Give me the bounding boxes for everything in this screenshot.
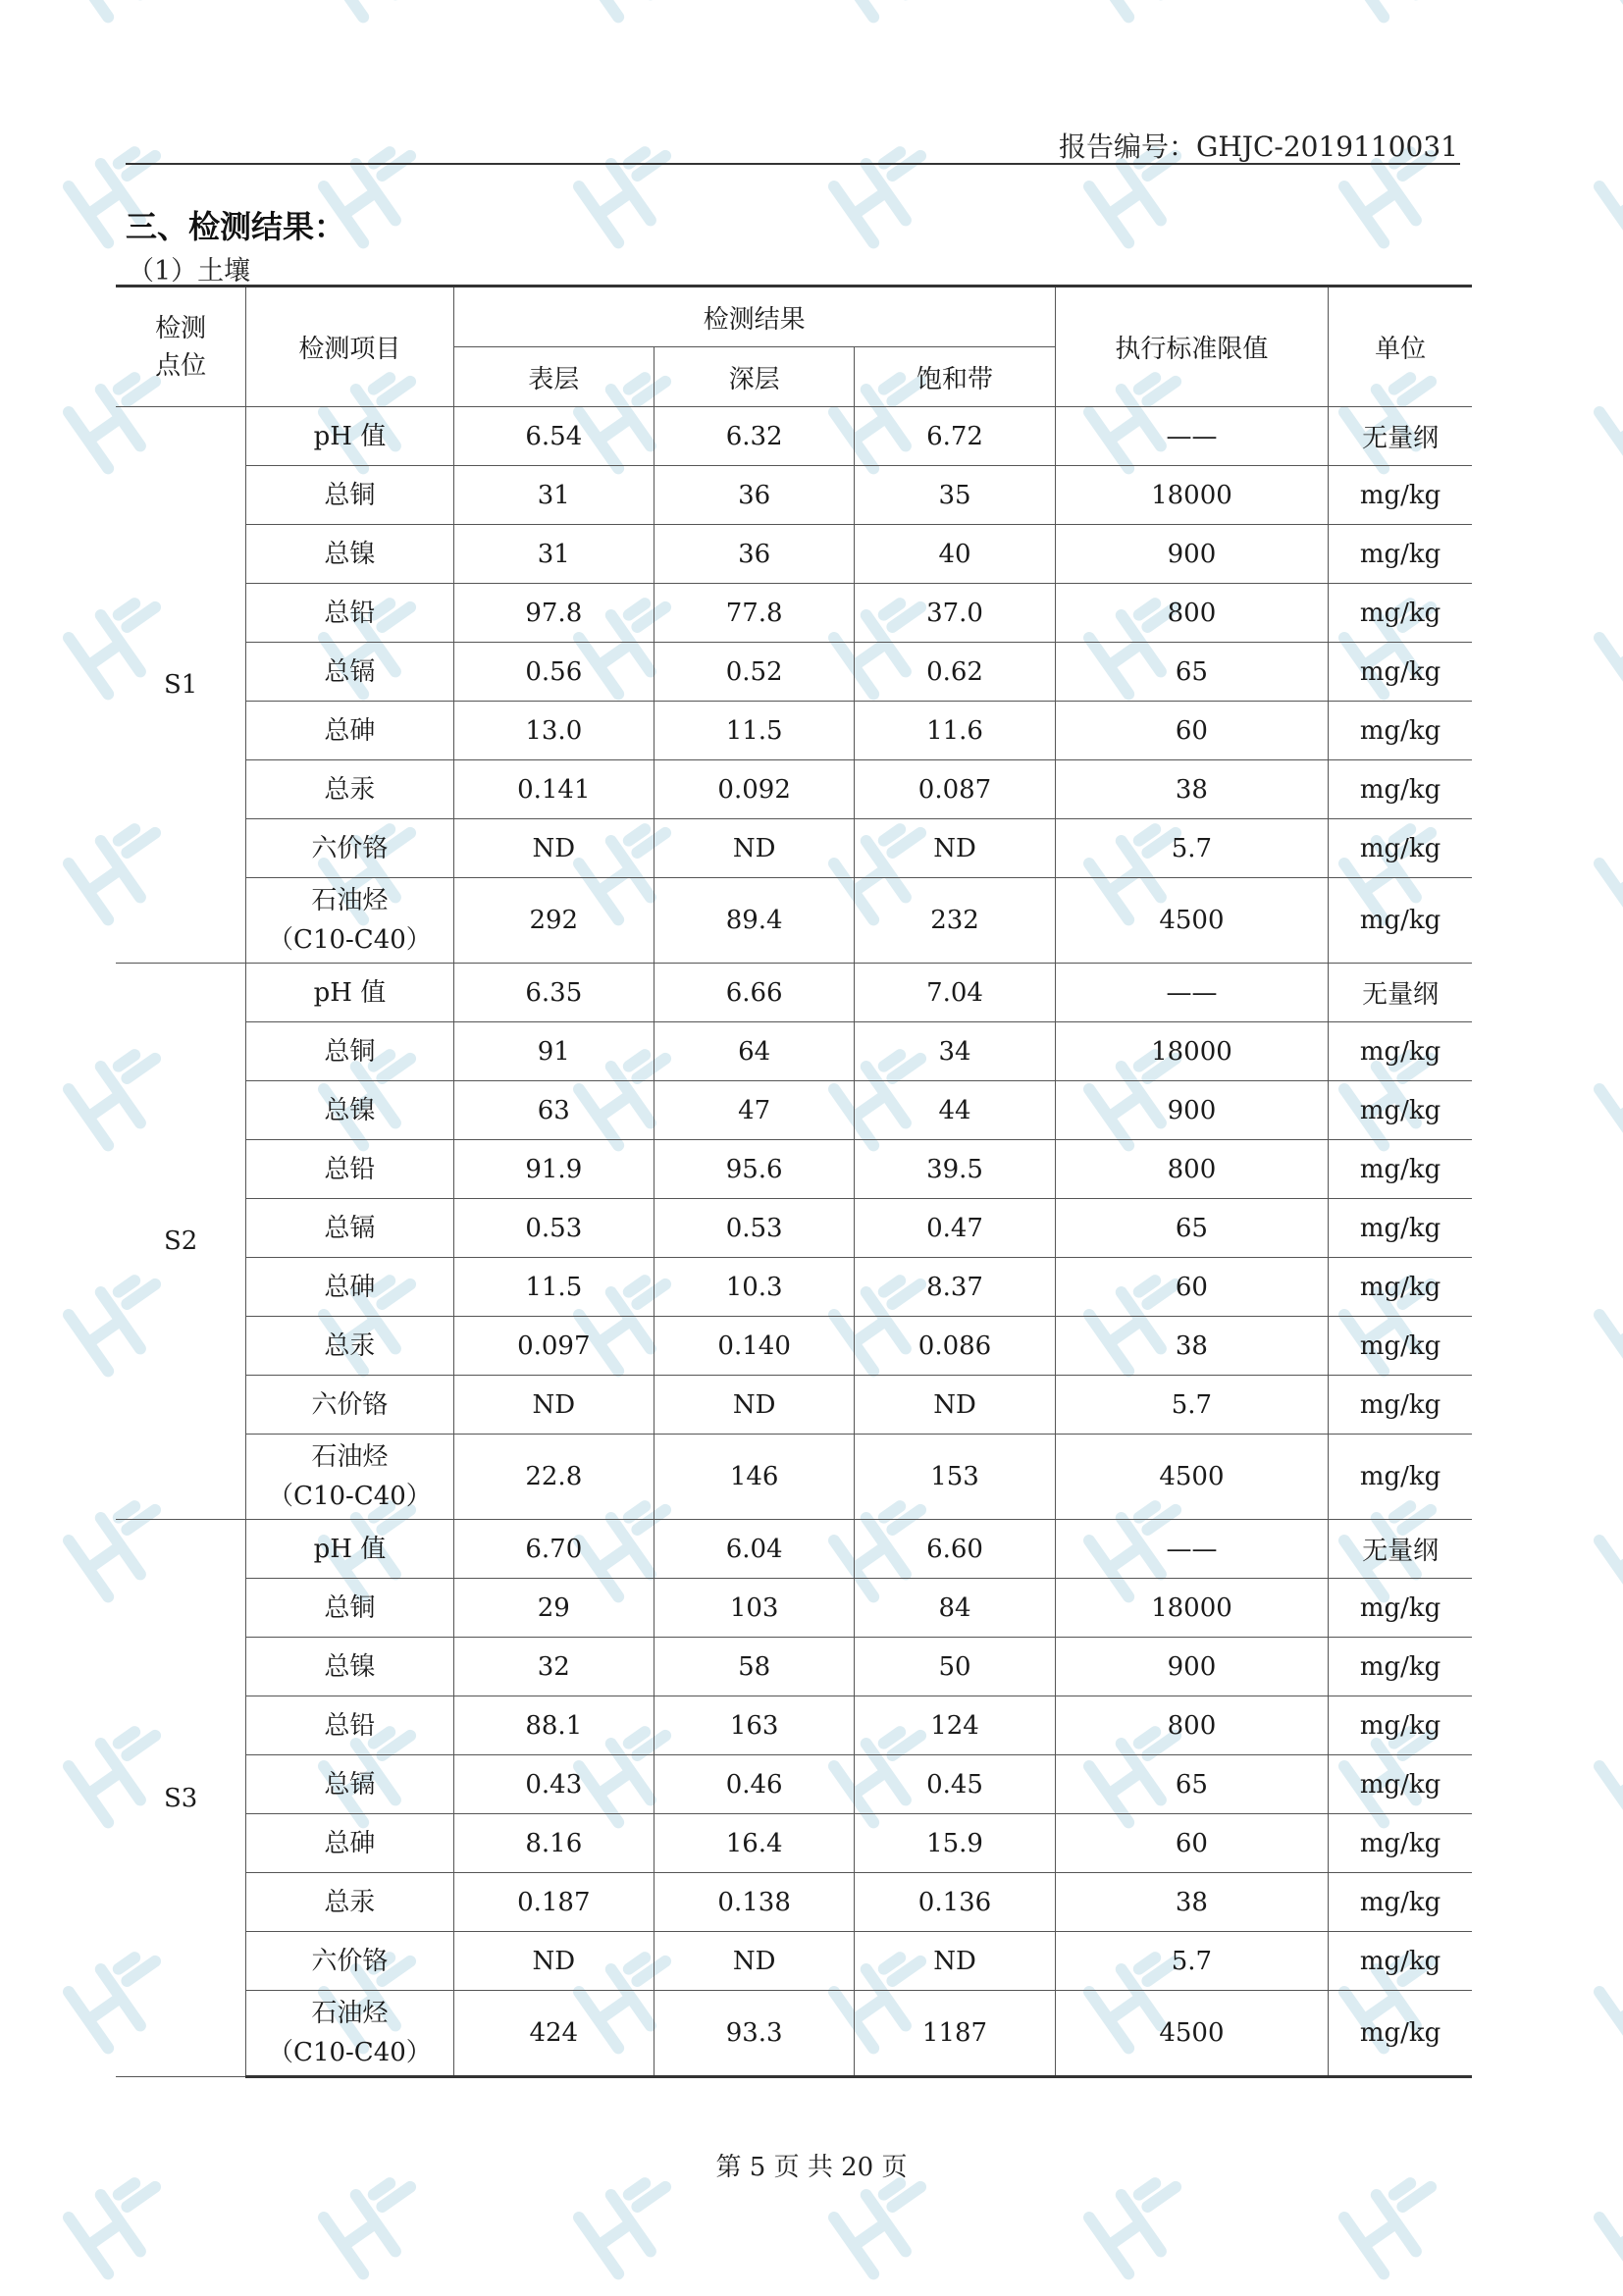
- item-cell: 总砷: [246, 702, 453, 760]
- item-cell: 总镍: [246, 1081, 453, 1140]
- deep-cell: ND: [654, 1376, 854, 1435]
- saturated-cell: 0.47: [855, 1199, 1055, 1258]
- item-cell: pH 值: [246, 964, 453, 1022]
- item-cell: 总铜: [246, 466, 453, 525]
- limit-cell: 18000: [1055, 1579, 1329, 1638]
- surface-cell: 292: [453, 878, 654, 964]
- unit-cell: mg/kg: [1329, 760, 1472, 819]
- watermark-logo: [834, 135, 946, 242]
- watermark-logo: [1344, 0, 1456, 17]
- unit-cell: mg/kg: [1329, 819, 1472, 878]
- item-cell: 总镍: [246, 525, 453, 584]
- saturated-cell: ND: [855, 1376, 1055, 1435]
- table-row: [116, 819, 1472, 878]
- watermark-logo: [1599, 1489, 1623, 1596]
- deep-cell: 36: [654, 525, 854, 584]
- deep-cell: 146: [654, 1435, 854, 1520]
- section-subtitle: （1）土壤: [128, 256, 251, 287]
- deep-cell: 58: [654, 1638, 854, 1696]
- page-footer: 第 5 页 共 20 页: [715, 2153, 908, 2182]
- limit-cell: 900: [1055, 1638, 1329, 1696]
- unit-cell: mg/kg: [1329, 1755, 1472, 1814]
- limit-cell: 65: [1055, 1199, 1329, 1258]
- unit-cell: mg/kg: [1329, 466, 1472, 525]
- deep-cell: 47: [654, 1081, 854, 1140]
- saturated-cell: 34: [855, 1022, 1055, 1081]
- limit-cell: 800: [1055, 584, 1329, 643]
- unit-cell: mg/kg: [1329, 1140, 1472, 1199]
- table-row: [116, 1317, 1472, 1376]
- item-cell: pH 值: [246, 1520, 453, 1579]
- item-cell: 六价铬: [246, 1932, 453, 1991]
- deep-cell: 64: [654, 1022, 854, 1081]
- item-cell: 总汞: [246, 1873, 453, 1932]
- deep-cell: 6.04: [654, 1520, 854, 1579]
- saturated-cell: 6.72: [855, 407, 1055, 466]
- surface-cell: 0.141: [453, 760, 654, 819]
- limit-cell: 38: [1055, 760, 1329, 819]
- surface-cell: 0.43: [453, 1755, 654, 1814]
- surface-cell: 11.5: [453, 1258, 654, 1317]
- header-item: 检测项目: [246, 287, 453, 407]
- limit-cell: 60: [1055, 1258, 1329, 1317]
- unit-cell: 无量纲: [1329, 1520, 1472, 1579]
- deep-cell: 163: [654, 1696, 854, 1755]
- watermark-logo: [834, 0, 946, 17]
- watermark-logo: [579, 0, 691, 17]
- surface-cell: 13.0: [453, 702, 654, 760]
- header-deep: 深层: [654, 347, 854, 407]
- watermark-logo: [324, 0, 436, 17]
- deep-cell: 103: [654, 1579, 854, 1638]
- unit-cell: mg/kg: [1329, 878, 1472, 964]
- item-cell: 总镍: [246, 1638, 453, 1696]
- limit-cell: ——: [1055, 1520, 1329, 1579]
- table-row: [116, 964, 1472, 1022]
- saturated-cell: 0.136: [855, 1873, 1055, 1932]
- item-cell: 石油烃 （C10-C40）: [246, 878, 453, 964]
- surface-cell: 8.16: [453, 1814, 654, 1873]
- limit-cell: 900: [1055, 525, 1329, 584]
- saturated-cell: 44: [855, 1081, 1055, 1140]
- surface-cell: 91.9: [453, 1140, 654, 1199]
- header-limit: 执行标准限值: [1055, 287, 1329, 407]
- deep-cell: 11.5: [654, 702, 854, 760]
- surface-cell: 91: [453, 1022, 654, 1081]
- deep-cell: ND: [654, 819, 854, 878]
- limit-cell: 5.7: [1055, 1932, 1329, 1991]
- limit-cell: 38: [1055, 1317, 1329, 1376]
- surface-cell: 6.35: [453, 964, 654, 1022]
- limit-cell: 900: [1055, 1081, 1329, 1140]
- watermark-logo: [1089, 0, 1201, 17]
- surface-cell: 88.1: [453, 1696, 654, 1755]
- limit-cell: 65: [1055, 643, 1329, 702]
- deep-cell: 77.8: [654, 584, 854, 643]
- item-cell: 总砷: [246, 1814, 453, 1873]
- limit-cell: 4500: [1055, 1435, 1329, 1520]
- surface-cell: 31: [453, 525, 654, 584]
- watermark-logo: [1599, 587, 1623, 694]
- deep-cell: 10.3: [654, 1258, 854, 1317]
- table-row: [116, 1579, 1472, 1638]
- saturated-cell: 15.9: [855, 1814, 1055, 1873]
- table-row: [116, 584, 1472, 643]
- limit-cell: 60: [1055, 702, 1329, 760]
- item-cell: 总汞: [246, 1317, 453, 1376]
- saturated-cell: 39.5: [855, 1140, 1055, 1199]
- saturated-cell: 153: [855, 1435, 1055, 1520]
- item-cell: pH 值: [246, 407, 453, 466]
- saturated-cell: 40: [855, 525, 1055, 584]
- surface-cell: 0.53: [453, 1199, 654, 1258]
- limit-cell: 38: [1055, 1873, 1329, 1932]
- table-row: [116, 1932, 1472, 1991]
- item-cell: 总铅: [246, 584, 453, 643]
- limit-cell: 18000: [1055, 1022, 1329, 1081]
- surface-cell: 0.097: [453, 1317, 654, 1376]
- unit-cell: mg/kg: [1329, 1317, 1472, 1376]
- item-cell: 石油烃 （C10-C40）: [246, 1435, 453, 1520]
- item-cell: 石油烃 （C10-C40）: [246, 1991, 453, 2077]
- header-unit: 单位: [1329, 287, 1472, 407]
- surface-cell: ND: [453, 1932, 654, 1991]
- deep-cell: 89.4: [654, 878, 854, 964]
- saturated-cell: 0.086: [855, 1317, 1055, 1376]
- saturated-cell: 6.60: [855, 1520, 1055, 1579]
- unit-cell: mg/kg: [1329, 1991, 1472, 2077]
- deep-cell: 16.4: [654, 1814, 854, 1873]
- unit-cell: mg/kg: [1329, 1873, 1472, 1932]
- header-site: 检测 点位: [116, 287, 246, 407]
- table-row: [116, 1638, 1472, 1696]
- site-cell: S2: [116, 964, 246, 1520]
- table-body: [116, 407, 1472, 2077]
- unit-cell: 无量纲: [1329, 964, 1472, 1022]
- limit-cell: 800: [1055, 1140, 1329, 1199]
- saturated-cell: 0.62: [855, 643, 1055, 702]
- section-title: 三、检测结果：: [126, 208, 346, 245]
- unit-cell: mg/kg: [1329, 1814, 1472, 1873]
- unit-cell: mg/kg: [1329, 1932, 1472, 1991]
- watermark-logo: [1599, 1715, 1623, 1822]
- limit-cell: ——: [1055, 964, 1329, 1022]
- limit-cell: 5.7: [1055, 819, 1329, 878]
- surface-cell: ND: [453, 819, 654, 878]
- table-row: [116, 1081, 1472, 1140]
- watermark-logo: [1599, 1941, 1623, 2048]
- unit-cell: mg/kg: [1329, 1376, 1472, 1435]
- deep-cell: 6.66: [654, 964, 854, 1022]
- site-cell: S3: [116, 1520, 246, 2077]
- header-surface: 表层: [453, 347, 654, 407]
- surface-cell: 32: [453, 1638, 654, 1696]
- deep-cell: 0.46: [654, 1755, 854, 1814]
- item-cell: 总砷: [246, 1258, 453, 1317]
- table-row: [116, 1258, 1472, 1317]
- table-row: [116, 1696, 1472, 1755]
- saturated-cell: 84: [855, 1579, 1055, 1638]
- item-cell: 总铜: [246, 1022, 453, 1081]
- unit-cell: mg/kg: [1329, 1022, 1472, 1081]
- table-row: [116, 760, 1472, 819]
- header-saturated: 饱和带: [855, 347, 1055, 407]
- site-cell: S1: [116, 407, 246, 964]
- surface-cell: 31: [453, 466, 654, 525]
- watermark-logo: [1599, 135, 1623, 242]
- soil-results-table: [116, 285, 1472, 2078]
- saturated-cell: 232: [855, 878, 1055, 964]
- item-cell: 总铜: [246, 1579, 453, 1638]
- unit-cell: mg/kg: [1329, 1258, 1472, 1317]
- unit-cell: 无量纲: [1329, 407, 1472, 466]
- deep-cell: 6.32: [654, 407, 854, 466]
- deep-cell: 95.6: [654, 1140, 854, 1199]
- table-row: [116, 1140, 1472, 1199]
- surface-cell: 63: [453, 1081, 654, 1140]
- table-row: [116, 1376, 1472, 1435]
- deep-cell: 0.53: [654, 1199, 854, 1258]
- unit-cell: mg/kg: [1329, 1435, 1472, 1520]
- watermark-logo: [1599, 1038, 1623, 1145]
- limit-cell: ——: [1055, 407, 1329, 466]
- table-row: [116, 466, 1472, 525]
- surface-cell: 6.70: [453, 1520, 654, 1579]
- item-cell: 总镉: [246, 1199, 453, 1258]
- item-cell: 总铅: [246, 1696, 453, 1755]
- saturated-cell: ND: [855, 819, 1055, 878]
- table-row: [116, 1873, 1472, 1932]
- report-number: 报告编号：GHJC-2019110031: [1058, 130, 1458, 163]
- saturated-cell: 7.04: [855, 964, 1055, 1022]
- deep-cell: 36: [654, 466, 854, 525]
- deep-cell: 93.3: [654, 1991, 854, 2077]
- limit-cell: 4500: [1055, 1991, 1329, 2077]
- header-rule: [126, 163, 1460, 165]
- deep-cell: 0.140: [654, 1317, 854, 1376]
- table-row: [116, 1435, 1472, 1520]
- surface-cell: 0.56: [453, 643, 654, 702]
- unit-cell: mg/kg: [1329, 702, 1472, 760]
- saturated-cell: 1187: [855, 1991, 1055, 2077]
- unit-cell: mg/kg: [1329, 1081, 1472, 1140]
- saturated-cell: 0.45: [855, 1755, 1055, 1814]
- item-cell: 总镉: [246, 643, 453, 702]
- limit-cell: 65: [1055, 1755, 1329, 1814]
- table-row: [116, 643, 1472, 702]
- item-cell: 总镉: [246, 1755, 453, 1814]
- unit-cell: mg/kg: [1329, 1199, 1472, 1258]
- watermark-logo: [1599, 361, 1623, 468]
- watermark-logo: [1599, 0, 1623, 17]
- limit-cell: 18000: [1055, 466, 1329, 525]
- saturated-cell: 50: [855, 1638, 1055, 1696]
- table-row: [116, 702, 1472, 760]
- table-row: [116, 1022, 1472, 1081]
- table-row: [116, 1814, 1472, 1873]
- unit-cell: mg/kg: [1329, 1638, 1472, 1696]
- limit-cell: 4500: [1055, 878, 1329, 964]
- item-cell: 六价铬: [246, 1376, 453, 1435]
- surface-cell: 97.8: [453, 584, 654, 643]
- watermark-logo: [1599, 1264, 1623, 1371]
- surface-cell: 29: [453, 1579, 654, 1638]
- surface-cell: ND: [453, 1376, 654, 1435]
- table-row: [116, 1520, 1472, 1579]
- unit-cell: mg/kg: [1329, 1579, 1472, 1638]
- unit-cell: mg/kg: [1329, 643, 1472, 702]
- watermark-logo: [579, 135, 691, 242]
- table-row: [116, 1755, 1472, 1814]
- deep-cell: 0.092: [654, 760, 854, 819]
- header-results: 检测结果: [453, 287, 1055, 347]
- deep-cell: ND: [654, 1932, 854, 1991]
- deep-cell: 0.52: [654, 643, 854, 702]
- limit-cell: 5.7: [1055, 1376, 1329, 1435]
- saturated-cell: 124: [855, 1696, 1055, 1755]
- table-row: [116, 1199, 1472, 1258]
- limit-cell: 800: [1055, 1696, 1329, 1755]
- unit-cell: mg/kg: [1329, 1696, 1472, 1755]
- unit-cell: mg/kg: [1329, 584, 1472, 643]
- surface-cell: 22.8: [453, 1435, 654, 1520]
- saturated-cell: 11.6: [855, 702, 1055, 760]
- item-cell: 总铅: [246, 1140, 453, 1199]
- surface-cell: 0.187: [453, 1873, 654, 1932]
- table-row: [116, 407, 1472, 466]
- table-row: [116, 525, 1472, 584]
- saturated-cell: 37.0: [855, 584, 1055, 643]
- deep-cell: 0.138: [654, 1873, 854, 1932]
- surface-cell: 6.54: [453, 407, 654, 466]
- limit-cell: 60: [1055, 1814, 1329, 1873]
- watermark-logo: [69, 0, 181, 17]
- saturated-cell: 8.37: [855, 1258, 1055, 1317]
- item-cell: 总汞: [246, 760, 453, 819]
- item-cell: 六价铬: [246, 819, 453, 878]
- saturated-cell: 35: [855, 466, 1055, 525]
- watermark-logo: [1599, 812, 1623, 919]
- saturated-cell: ND: [855, 1932, 1055, 1991]
- table-row: [116, 1991, 1472, 2077]
- table-row: [116, 878, 1472, 964]
- surface-cell: 424: [453, 1991, 654, 2077]
- unit-cell: mg/kg: [1329, 525, 1472, 584]
- saturated-cell: 0.087: [855, 760, 1055, 819]
